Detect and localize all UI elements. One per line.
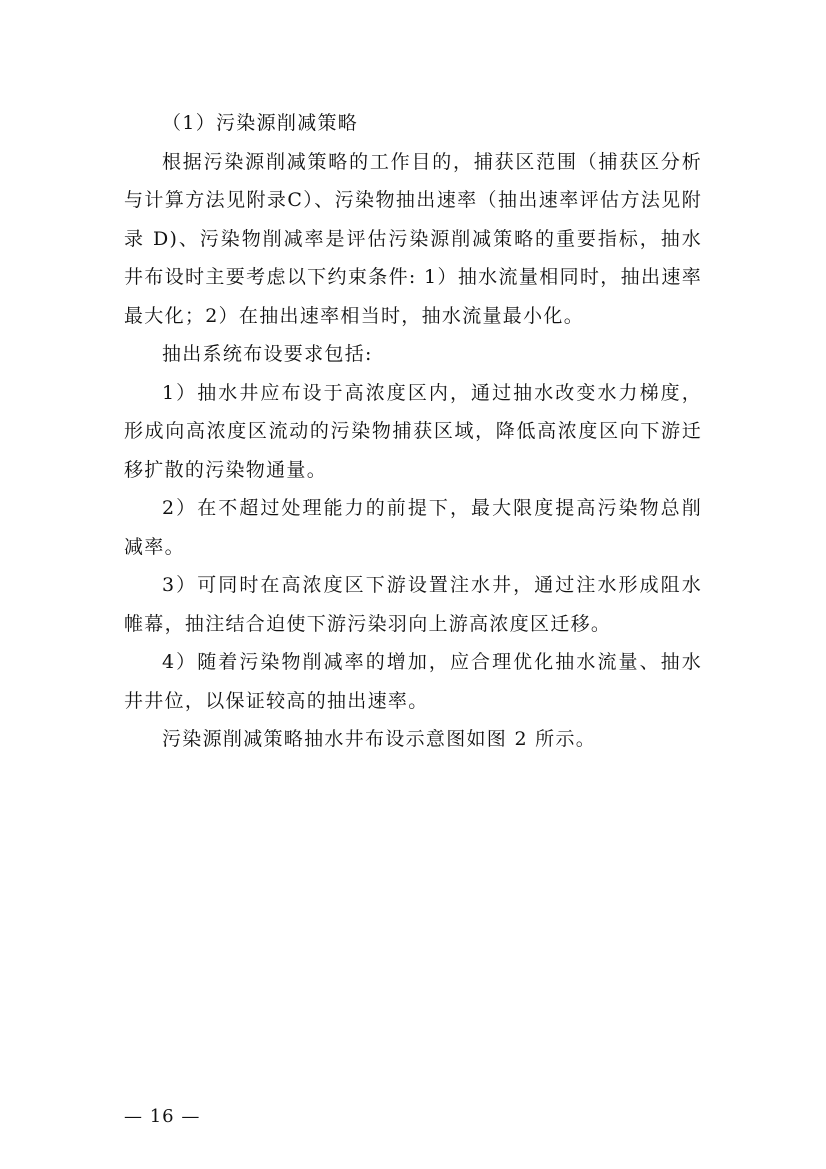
paragraph-requirements-lead: 抽出系统布设要求包括: [162, 343, 373, 365]
page-number: — 16 — [124, 1106, 201, 1127]
section-heading: （1）污染源削减策略 [162, 112, 359, 134]
paragraph-intro: 根据污染源削减策略的工作目的，捕获区范围（捕获区分析与计算方法见附录C）、污染物抽出速率（抽出速率评估方法见附录 D)、污染物削减率是评估污染源削减策略的重要指标，抽水井布设时主要考虑以下约束条件: 1）抽水流量相同时，抽出速率最大化；2）在抽出速率相当时，抽水流量最小化。 [124, 150, 702, 327]
requirement-item-2: 2）在不超过处理能力的前提下，最大限度提高污染物总削减率。 [124, 497, 702, 558]
requirement-item-4: 4）随着污染物削减率的增加，应合理优化抽水流量、抽水井井位，以保证较高的抽出速率。 [124, 651, 702, 712]
requirement-item-1: 1）抽水井应布设于高浓度区内，通过抽水改变水力梯度，形成向高浓度区流动的污染物捕获区域，降低高浓度区向下游迁移扩散的污染物通量。 [124, 381, 702, 481]
body-text [124, 104, 702, 759]
requirement-item-3: 3）可同时在高浓度区下游设置注水井，通过注水形成阻水帷幕，抽注结合迫使下游污染羽向上游高浓度区迁移。 [124, 574, 702, 635]
figure-reference: 污染源削减策略抽水井布设示意图如图 2 所示。 [162, 728, 597, 750]
